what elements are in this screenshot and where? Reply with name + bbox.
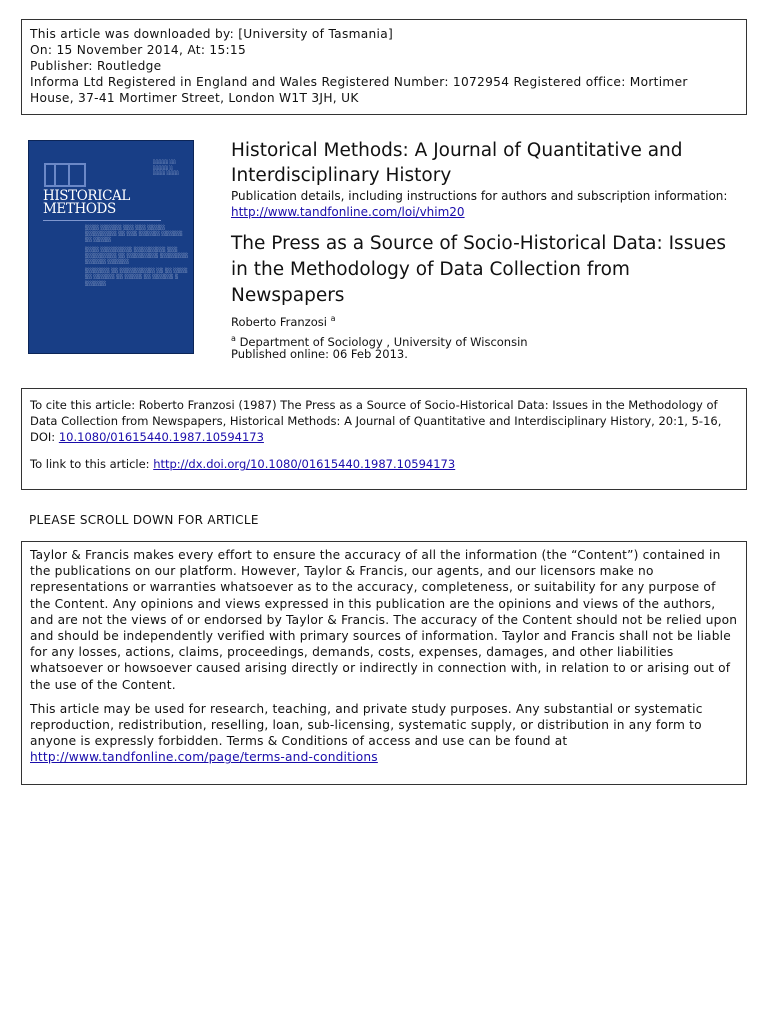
- author-name: Roberto Franzosi: [231, 315, 327, 329]
- usage-text: This article may be used for research, teaching, and private study purposes. Any substantial or systematic reproduction, redistribution, reselling, loan, sub-licensing, systematic supply, or distribution in any form to anyone is expressly forbidden. Terms & Conditions of access and use can be found at: [30, 701, 703, 749]
- article-link-row: [30, 456, 738, 472]
- citation-text: To cite this article: Roberto Franzosi (1987) The Press as a Source of Socio-Historical Data: Issues in the Methodology of Data Collection from Newspapers, Historical Methods: A Journal of Quantitative and Interdisciplinary History, 20:1, 5-16, DOI:: [30, 398, 722, 444]
- affiliation-text: Department of Sociology , University of Wisconsin: [239, 335, 528, 349]
- cover-journal-name: HISTORICAL METHODS: [43, 188, 130, 217]
- publication-details-text: Publication details, including instructions for authors and subscription information:: [231, 189, 728, 203]
- download-line: This article was downloaded by: [University of Tasmania]: [30, 27, 394, 41]
- disclaimer-box: [21, 541, 747, 785]
- scroll-down-notice: PLEASE SCROLL DOWN FOR ARTICLE: [29, 513, 259, 527]
- download-date-line: On: 15 November 2014, At: 15:15: [30, 43, 247, 57]
- cover-volume-tag: ░░░░░ ░░ ░░░░░ ░ ░░░░ ░░░░: [153, 159, 179, 175]
- cover-rule: [43, 220, 161, 221]
- doi-link[interactable]: 10.1080/01615440.1987.10594173: [58, 430, 264, 444]
- hm-monogram-icon: [44, 163, 86, 187]
- article-title: The Press as a Source of Socio-Historical Data: Issues in the Methodology of Data Collection from Newspapers: [231, 233, 727, 306]
- article-link[interactable]: http://dx.doi.org/10.1080/01615440.1987.10594173: [153, 457, 456, 471]
- publication-details: [231, 189, 741, 220]
- journal-link[interactable]: http://www.tandfonline.com/loi/vhim20: [231, 204, 465, 219]
- registration-line: Informa Ltd Registered in England and Wales Registered Number: 1072954 Registered office: Mortimer: [30, 75, 688, 89]
- journal-cover-image: [28, 140, 194, 354]
- address-line: House, 37-41 Mortimer Street, London W1T 3JH, UK: [30, 91, 359, 105]
- published-date: Published online: 06 Feb 2013.: [231, 347, 408, 361]
- publisher-line: Publisher: Routledge: [30, 59, 162, 73]
- disclaimer-paragraph-accuracy: Taylor & Francis makes every effort to ensure the accuracy of all the information (the “Content”) contained in the publications on our platform. However, Taylor & Francis, our agents, and our licensors make no representations or warranties whatsoever as to the accuracy, completeness, or suitability for any purpose of the Content. Any opinions and views expressed in this publication are the opinions and views of the authors, and are not the views of or endorsed by Taylor & Francis. The accuracy of the Content should not be relied upon and should be independently verified with primary sources of information. Taylor and Francis shall not be liable for any losses, actions, claims, proceedings, demands, costs, expenses, damages, and other liabilities whatsoever or howsoever caused arising directly or indirectly in connection with, in relation to or arising out of the use of the Content.: [30, 548, 738, 692]
- citation-box: [21, 388, 747, 490]
- author-affiliation-marker: a: [330, 314, 336, 323]
- author-line: [231, 311, 335, 330]
- cover-contents-list: ░░░░ ░░░░░░ ░░░ ░░░ ░░░░░ ░░░░░░░░░ ░░ ░░░ ░░░░░░ ░░░░░░ ░░ ░░░░░ ░░░░ ░░░░░░░░░ ░░░░░░░░░ ░░░ ░░░░░░░░░ ░░ ░░░░░░░░░ ░░░░░░░░ ░░░░░░ ░░░░░░ ░░░░░░░ ░░ ░░░░░░░░░░ ░░ ░░ ░░░░ ░░ ░░░░░░ ░░ ░░░░░ ░░ ░░░░░░ ░ ░░░░░░: [85, 226, 189, 287]
- article-link-label: To link to this article:: [30, 457, 150, 471]
- disclaimer-paragraph-usage: [30, 701, 738, 766]
- terms-link[interactable]: http://www.tandfonline.com/page/terms-and-conditions: [30, 750, 378, 765]
- journal-title: Historical Methods: A Journal of Quantitative and Interdisciplinary History: [231, 140, 683, 186]
- download-info-box: [21, 19, 747, 115]
- affiliation-marker: a: [231, 334, 236, 343]
- citation-paragraph: [30, 397, 738, 445]
